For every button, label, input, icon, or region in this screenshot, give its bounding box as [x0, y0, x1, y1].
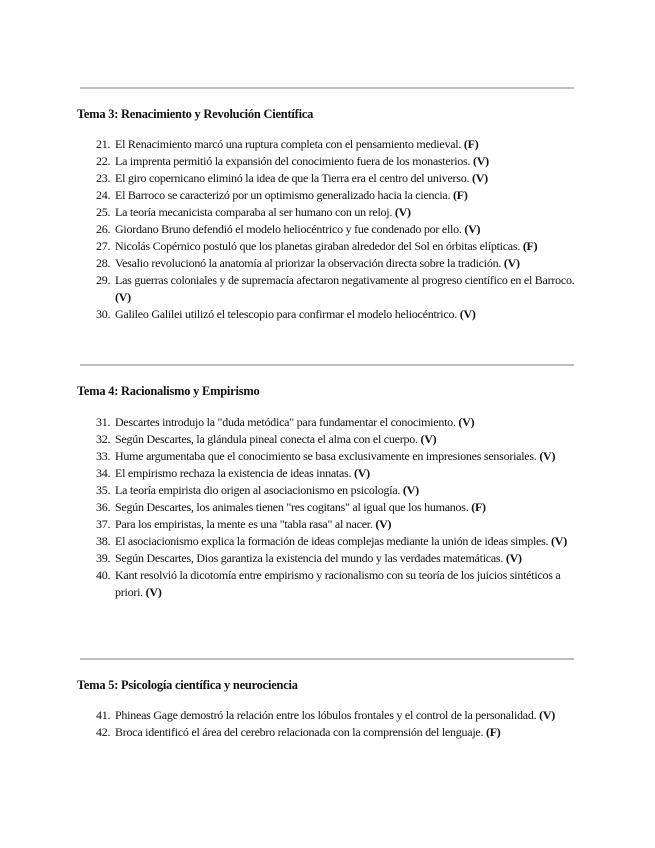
section-divider: [80, 364, 574, 366]
item-answer: (F): [471, 500, 486, 514]
item-text: Vesalio revolucionó la anatomía al priorizar la observación directa sobre la tradición.: [115, 256, 502, 270]
item-text-block: [115, 272, 577, 306]
item-text: Descartes introdujo la "duda metódica" para fundamentar el conocimiento.: [115, 415, 456, 429]
list-item: [0, 550, 655, 567]
item-number: 31.: [96, 415, 111, 429]
item-number: 24.: [96, 188, 111, 202]
item-answer: (F): [522, 239, 538, 253]
item-text: Según Descartes, Dios garantiza la existencia del mundo y las verdades matemáticas.: [115, 551, 504, 565]
item-number: 42.: [96, 725, 111, 739]
item-text: Hume argumentaba que el conocimiento se basa exclusivamente en impresiones sensoriales.: [115, 449, 537, 463]
item-text-block: [115, 414, 577, 431]
item-text: Para los empiristas, la mente es una "tabla rasa" al nacer.: [115, 517, 373, 531]
list-item: [0, 707, 655, 724]
item-answer: (F): [463, 137, 479, 151]
item-answer: (V): [472, 154, 489, 168]
item-answer: (V): [464, 222, 481, 236]
item-text: El asociacionismo explica la formación de ideas complejas mediante la unión de ideas simples.: [115, 534, 549, 548]
item-number: 30.: [96, 307, 111, 321]
section-heading: Tema 5: Psicología científica y neurociencia: [77, 678, 298, 692]
item-number: 28.: [96, 256, 111, 270]
list-item: [0, 170, 655, 187]
section-divider: [80, 658, 574, 660]
item-answer: (V): [115, 290, 131, 304]
list-item: [0, 204, 655, 221]
item-number: 21.: [96, 137, 111, 151]
item-number: 39.: [96, 551, 111, 565]
item-answer: (F): [485, 725, 501, 739]
item-text-block: [115, 204, 577, 221]
item-text-block: [115, 533, 577, 550]
item-text: Kant resolvió la dicotomía entre empirismo y racionalismo con su teoría de los juicios sintéticos a priori.: [115, 568, 561, 599]
item-answer: (V): [145, 585, 162, 599]
question-list: [0, 414, 655, 601]
item-number: 23.: [96, 171, 111, 185]
item-number: 40.: [96, 568, 111, 582]
item-text-block: [115, 465, 577, 482]
list-item: [0, 724, 655, 741]
item-text: Las guerras coloniales y de supremacía afectaron negativamente al progreso científico en el Barroco.: [115, 273, 575, 287]
list-item: [0, 221, 655, 238]
item-text-block: [115, 306, 577, 323]
list-item: [0, 516, 655, 533]
list-item: [0, 414, 655, 431]
item-number: 32.: [96, 432, 111, 446]
item-answer: (V): [503, 256, 520, 270]
list-item: [0, 465, 655, 482]
item-text: El empirismo rechaza la existencia de ideas innatas.: [115, 466, 352, 480]
item-answer: (V): [375, 517, 392, 531]
item-number: 26.: [96, 222, 111, 236]
question-list: [0, 707, 655, 741]
item-text-block: [115, 707, 577, 724]
item-number: 41.: [96, 708, 111, 722]
item-number: 35.: [96, 483, 111, 497]
list-item: [0, 431, 655, 448]
item-text: Galileo Galilei utilizó el telescopio para confirmar el modelo heliocéntrico.: [115, 307, 457, 321]
item-text-block: [115, 724, 577, 741]
item-answer: (V): [420, 432, 437, 446]
section-divider: [80, 87, 574, 89]
item-text: Nicolás Copérnico postuló que los planetas giraban alrededor del Sol en órbitas elípticas.: [115, 239, 521, 253]
item-number: 37.: [96, 517, 111, 531]
item-text: La teoría empirista dio origen al asociacionismo en psicología.: [115, 483, 401, 497]
item-number: 22.: [96, 154, 111, 168]
item-text-block: [115, 187, 577, 204]
item-answer: (F): [453, 188, 468, 202]
item-text-block: [115, 255, 577, 272]
item-text-block: [115, 170, 577, 187]
item-text-block: [115, 567, 577, 601]
item-answer: (V): [402, 483, 419, 497]
item-text-block: [115, 482, 577, 499]
item-answer: (V): [353, 466, 370, 480]
item-answer: (V): [471, 171, 488, 185]
item-answer: (V): [539, 708, 556, 722]
item-number: 38.: [96, 534, 111, 548]
item-text: Broca identificó el área del cerebro relacionada con la comprensión del lenguaje.: [115, 725, 484, 739]
item-text-block: [115, 136, 577, 153]
item-answer: (V): [459, 307, 476, 321]
item-text: Según Descartes, los animales tienen "res cogitans" al igual que los humanos.: [115, 500, 469, 514]
item-text: El giro copernicano eliminó la idea de que la Tierra era el centro del universo.: [115, 171, 470, 185]
list-item: [0, 482, 655, 499]
item-text: La imprenta permitió la expansión del conocimiento fuera de los monasterios.: [115, 154, 471, 168]
list-item: [0, 306, 655, 323]
list-item: [0, 136, 655, 153]
list-item: [0, 238, 655, 255]
list-item: [0, 533, 655, 550]
section-heading: Tema 3: Renacimiento y Revolución Científica: [77, 107, 314, 121]
section-heading: Tema 4: Racionalismo y Empirismo: [77, 384, 260, 398]
item-number: 34.: [96, 466, 111, 480]
item-text: El Barroco se caracterizó por un optimismo generalizado hacia la ciencia.: [115, 188, 451, 202]
item-number: 36.: [96, 500, 111, 514]
item-answer: (V): [551, 534, 567, 548]
list-item: [0, 255, 655, 272]
item-text: Phineas Gage demostró la relación entre los lóbulos frontales y el control de la personalidad.: [115, 708, 537, 722]
item-text-block: [115, 153, 577, 170]
list-item: [0, 499, 655, 516]
item-number: 29.: [96, 273, 111, 287]
item-text: El Renacimiento marcó una ruptura completa con el pensamiento medieval.: [115, 137, 462, 151]
item-number: 25.: [96, 205, 111, 219]
item-text-block: [115, 499, 577, 516]
item-text-block: [115, 431, 577, 448]
item-answer: (V): [458, 415, 475, 429]
item-text-block: [115, 238, 577, 255]
list-item: [0, 187, 655, 204]
item-text-block: [115, 550, 577, 567]
item-text: Giordano Bruno defendió el modelo heliocéntrico y fue condenado por ello.: [115, 222, 462, 236]
item-number: 33.: [96, 449, 111, 463]
item-text-block: [115, 221, 577, 238]
item-answer: (V): [505, 551, 522, 565]
item-answer: (V): [539, 449, 556, 463]
item-text: Según Descartes, la glándula pineal conecta el alma con el cuerpo.: [115, 432, 418, 446]
item-answer: (V): [394, 205, 411, 219]
question-list: [0, 136, 655, 323]
list-item: [0, 567, 655, 601]
item-text-block: [115, 448, 577, 465]
item-text-block: [115, 516, 577, 533]
list-item: [0, 272, 655, 306]
list-item: [0, 153, 655, 170]
item-number: 27.: [96, 239, 111, 253]
list-item: [0, 448, 655, 465]
item-text: La teoría mecanicista comparaba al ser humano con un reloj.: [115, 205, 393, 219]
